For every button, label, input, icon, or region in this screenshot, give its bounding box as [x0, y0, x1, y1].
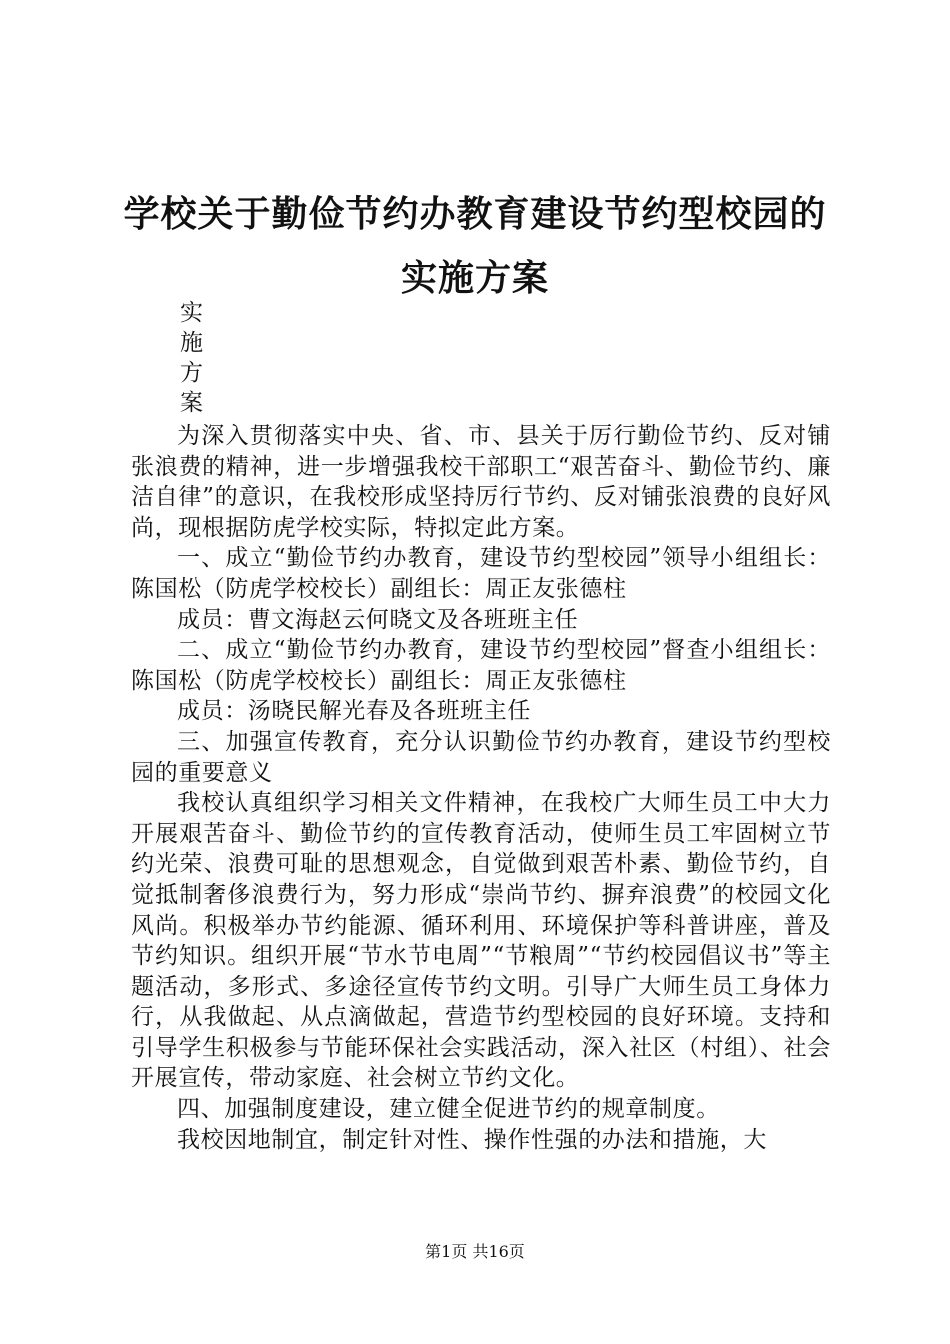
vertical-heading: [180, 298, 210, 418]
paragraph-supervision-group: 二、成立“勤俭节约办教育，建设节约型校园”督查小组组长：陈国松（防虎学校校长）副组长：周正友张德柱: [131, 637, 831, 694]
paragraph-publicity-education: 我校认真组织学习相关文件精神，在我校广大师生员工中大力开展艰苦奋斗、勤俭节约的宣传教育活动，使师生员工牢固树立节约光荣、浪费可耻的思想观念，自觉做到艰苦朴素、勤俭节约，自觉抵制奢侈浪费行为，努力形成“崇尚节约、摒弃浪费”的校园文化风尚。积极举办节约能源、循环利用、环境保护等科普讲座，普及节约知识。组织开展“节水节电周”“节粮周”“节约校园倡议书”等主题活动，多形式、多途径宣传节约文明。引导广大师生员工身体力行，从我做起、从点滴做起，营造节约型校园的良好环境。支持和引导学生积极参与节能环保社会实践活动，深入社区（村组）、社会开展宣传，带动家庭、社会树立节约文化。: [131, 790, 831, 1092]
vertical-char: 施: [180, 330, 203, 356]
page-footer: 第1页 共16页: [425, 1242, 525, 1261]
document-body: [131, 421, 831, 1155]
vertical-char: 方: [180, 360, 203, 386]
document-title: 学校关于勤俭节约办教育建设节约型校园的实施方案: [123, 193, 827, 299]
paragraph-system-building: 我校因地制宜，制定针对性、操作性强的办法和措施，大: [177, 1126, 767, 1153]
paragraph-intro: 为深入贯彻落实中央、省、市、县关于厉行勤俭节约、反对铺张浪费的精神，进一步增强我校干部职工“艰苦奋斗、勤俭节约、廉洁自律”的意识，在我校形成坚持厉行节约、反对铺张浪费的良好风尚，现根据防虎学校实际，特拟定此方案。: [131, 423, 831, 541]
paragraph-leadership-group: 一、成立“勤俭节约办教育，建设节约型校园”领导小组组长：陈国松（防虎学校校长）副组长：周正友张德柱: [131, 545, 831, 602]
paragraph-section-four-heading: 四、加强制度建设，建立健全促进节约的规章制度。: [177, 1096, 720, 1123]
paragraph-leadership-members: 成员：曹文海赵云何晓文及各班班主任: [177, 606, 579, 633]
vertical-char: 案: [180, 390, 203, 416]
paragraph-supervision-members: 成员：汤晓民解光春及各班班主任: [177, 698, 531, 725]
paragraph-section-three-heading: 三、加强宣传教育，充分认识勤俭节约办教育，建设节约型校园的重要意义: [131, 728, 831, 786]
vertical-char: 实: [180, 300, 203, 326]
